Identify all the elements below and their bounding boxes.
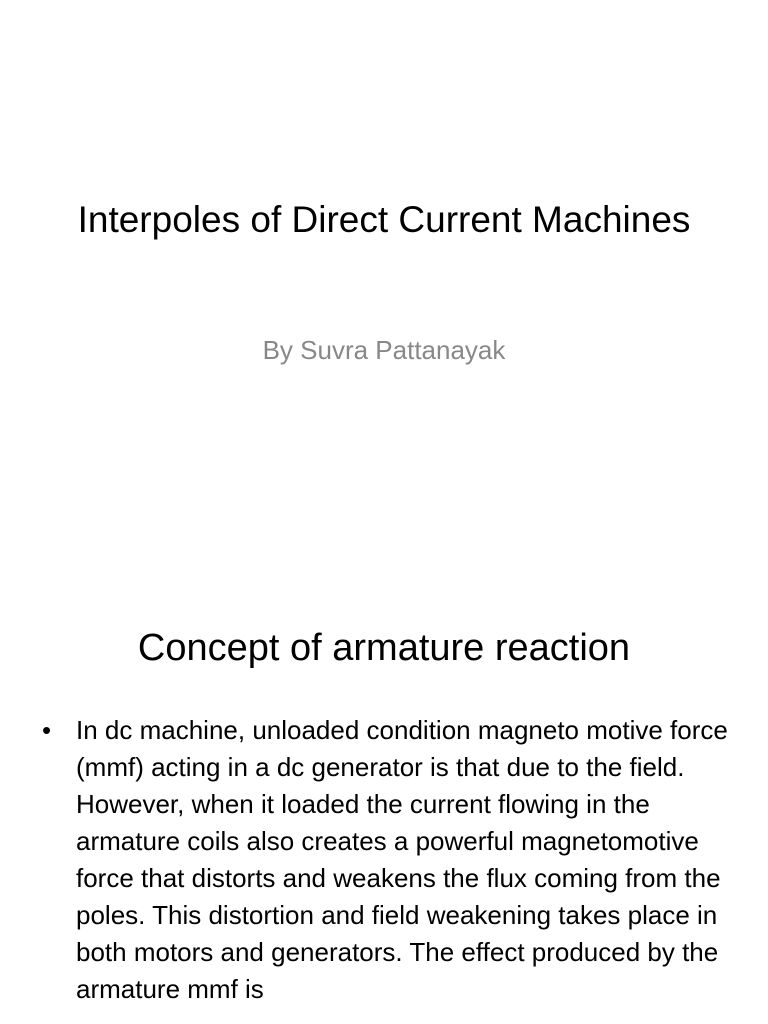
slide-armature-reaction	[0, 576, 768, 1024]
slide-heading: Concept of armature reaction	[137, 627, 631, 669]
bullet-text: In dc machine, unloaded condition magneto motive force (mmf) acting in a dc generator is that due to the field. However, when it loaded the current flowing in the armature coils also creates a powerful magnetomotive force that distorts and weakens the flux coming from the poles. This distortion and field weakening takes place in both motors and generators. The effect produced by the armature mmf is	[76, 715, 728, 1004]
bullet-list	[42, 712, 732, 1008]
bullet-marker: •	[42, 715, 52, 745]
bullet-item	[42, 712, 732, 1008]
presentation-author: By Suvra Pattanayak	[262, 335, 506, 365]
presentation-title: Interpoles of Direct Current Machines	[77, 199, 691, 240]
